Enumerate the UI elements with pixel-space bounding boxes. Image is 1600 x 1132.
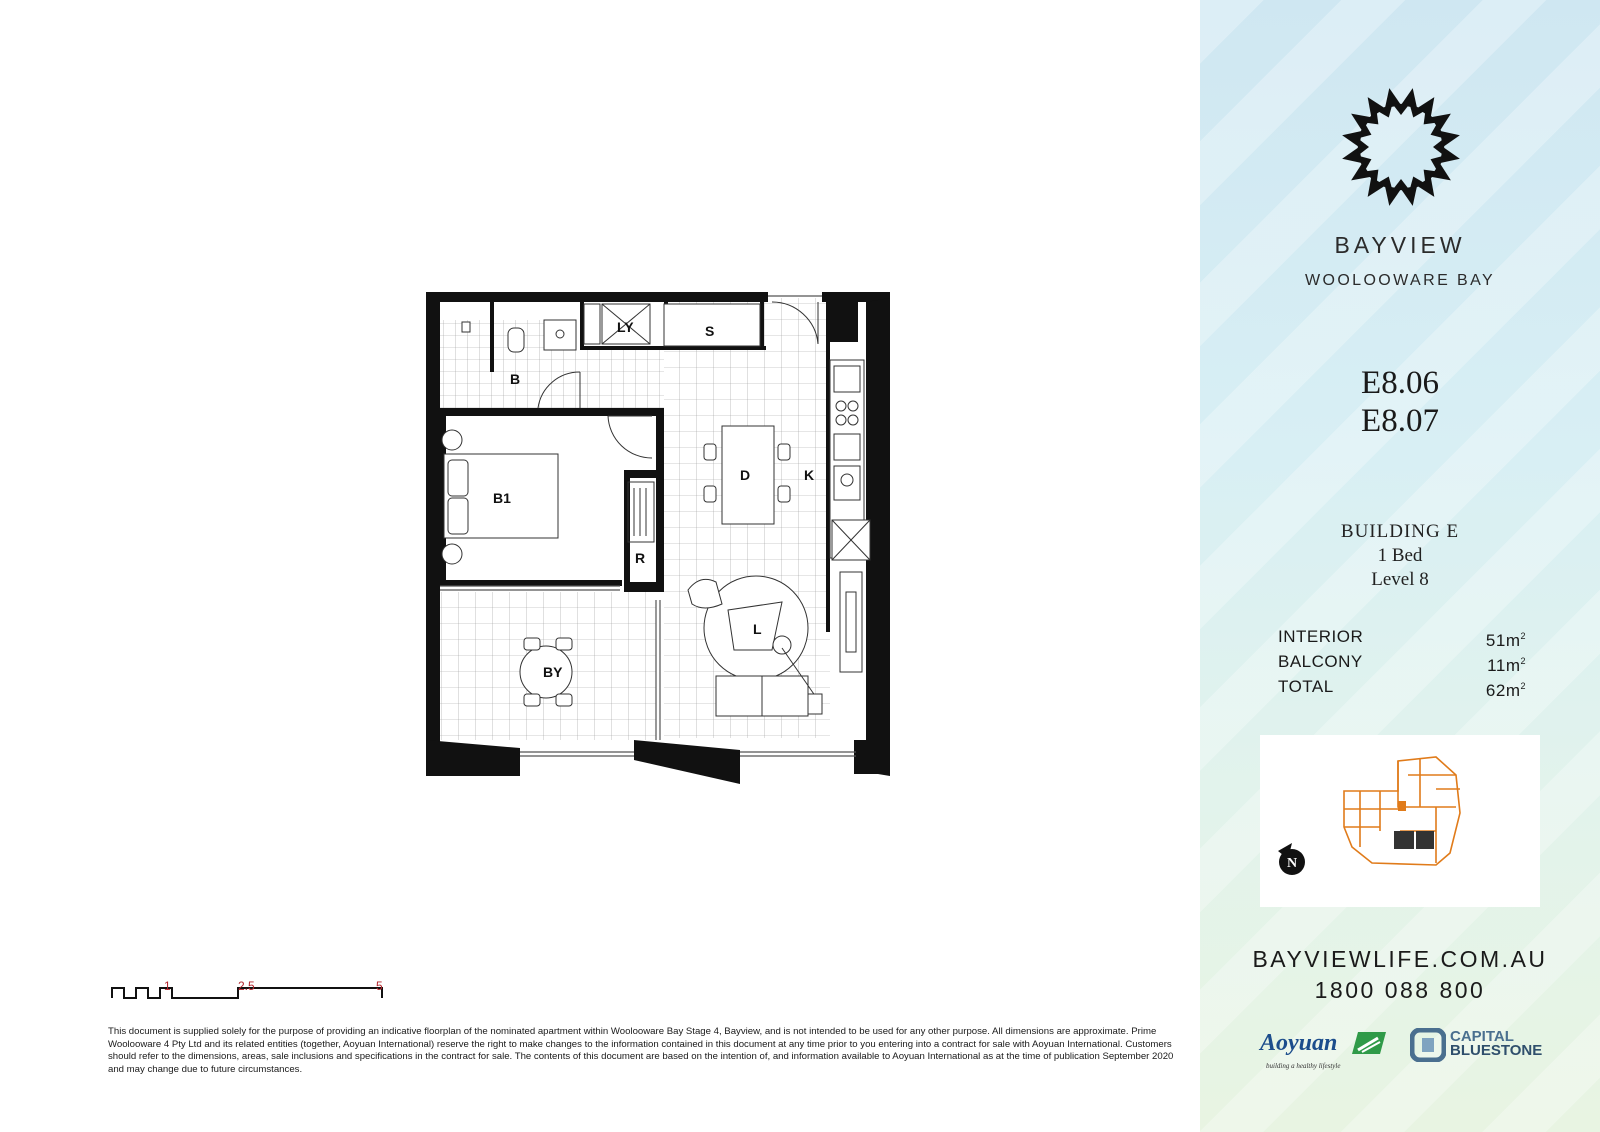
unit-codes [1200,364,1600,440]
area-value: $51m^2$ [1485,631,1526,650]
room-label-laundry: LY [617,319,634,335]
aoyuan-logo [1260,1028,1390,1076]
brand-location: WOOLOOWARE BAY [1304,272,1496,289]
room-label-living: L [753,621,762,637]
bayview-logo-emblem [1340,86,1462,208]
aoyuan-mark-icon [1352,1030,1388,1060]
aoyuan-wordmark: Aoyuan [1260,1030,1338,1056]
svg-text:N: N [1287,856,1298,871]
brand-name: BAYVIEW [1334,232,1466,258]
room-label-storage: S [705,323,715,339]
room-label-robe: R [635,550,646,566]
scale-label-2-5: 2.5 [238,979,255,993]
bedroom-furniture [442,430,654,564]
disclaimer-text: This document is supplied solely for the purpose of providing an indicative floorplan of the nominated apartment within Woolooware Bay Stage 4, Bayview, and is not intended to be used for any other purpose. All dimensions are approximate. Prime Woolooware 4 Pty Ltd and its related entities (together, Aoyuan International) reserve the right to make changes to the information contained in this document at any time prior to you entering into a contract for sale with Aoyuan International. Customers should refer to the dimensions, areas, sale inclusions and specifications in the contract for sale. The contents of this document are based on the intention of, and information available to Aoyuan International as at the time of publication September 2020 and may change due to future circumstances. [108,1026,1174,1075]
area-row-total [1278,674,1526,699]
key-plan-core [1398,801,1406,811]
key-plan [1260,735,1540,907]
area-label: BALCONY [1278,652,1363,671]
room-label-kitchen: K [804,467,815,483]
unit-code: E8.07 [1361,403,1439,439]
area-row-interior [1278,624,1526,649]
north-arrow-icon [1278,843,1305,875]
building-name: BUILDING E [1340,521,1460,542]
room-label-dining: D [740,467,751,483]
laundry-storage-fixtures [584,304,760,346]
level-label: Level 8 [1371,569,1429,590]
area-label: INTERIOR [1278,627,1364,646]
area-schedule [1278,624,1526,699]
area-value: $62m^2$ [1485,681,1526,700]
scale-label-1: 1 [164,979,171,993]
key-plan-unit-highlight [1394,831,1414,849]
scale-bar [112,979,383,998]
area-row-balcony [1278,649,1526,674]
area-label: TOTAL [1278,677,1334,696]
bedroom-count: 1 Bed [1377,545,1423,566]
capital-bluestone-mark-icon [1410,1028,1446,1062]
capital-bluestone-wordmark: CAPITAL BLUESTONE [1450,1028,1543,1059]
key-plan-unit-highlight [1416,831,1434,849]
room-label-bedroom: B1 [493,490,511,506]
kitchen-fixtures [830,360,870,560]
aoyuan-tagline: building a healthy lifestyle [1266,1062,1341,1070]
info-panel [1200,0,1600,1132]
website-url[interactable]: BAYVIEWLIFE.COM.AU [1252,946,1548,972]
building-info [1200,520,1600,592]
phone-number[interactable]: 1800 088 800 [1314,977,1486,1003]
room-label-bathroom: B [510,371,521,387]
capital-bluestone-logo [1410,1028,1550,1068]
area-value: $11m^2$ [1487,656,1526,675]
unit-code: E8.06 [1361,365,1439,401]
room-label-balcony: BY [543,664,563,680]
scale-label-5: 5 [376,979,383,993]
